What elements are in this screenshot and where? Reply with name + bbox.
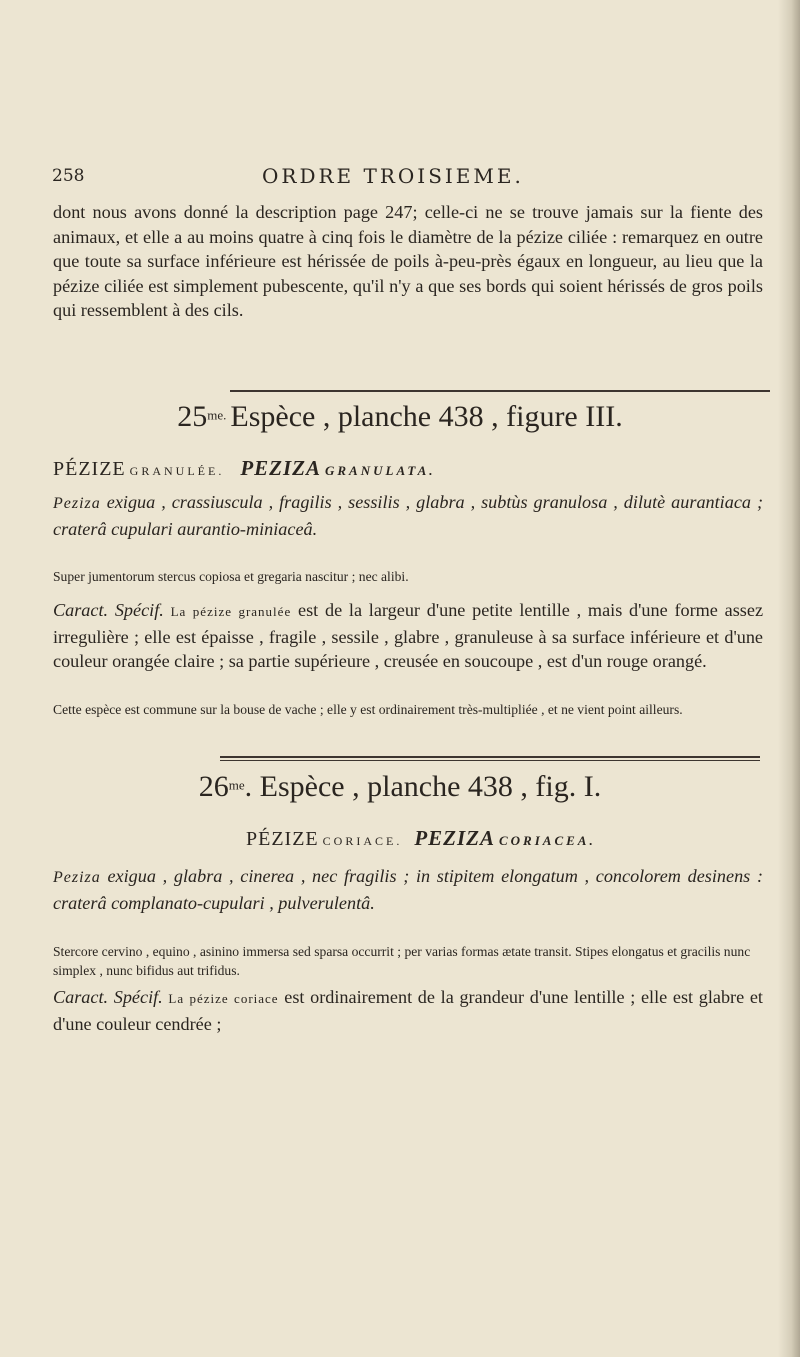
species-26-diagnosis [53,864,763,915]
caract-label: Caract. Spécif. [53,600,164,620]
running-title: ORDRE TROISIEME. [262,164,524,188]
species-plate-reference: Espèce , planche 438 , figure III. [230,400,623,433]
ordinal-suffix: me. [207,407,227,423]
diagnosis-genus: Peziza [53,495,101,512]
section-divider [230,390,770,392]
section-divider [220,756,760,758]
intro-paragraph: dont nous avons donné la description page 247; celle-ci ne se trouve jamais sur la fiente des animaux, et elle a au moins quatre à cinq fois le diamètre de la pézize ciliée : remarquez en outre que toute sa surface inférieure est hérissée de poils à-peu-près égaux en longueur, au lieu que la pézize ciliée est simplement pubescente, qu'il n'y a que ses bords qui soient hérissés de gros poils qui ressemblent à des cils. [53,202,763,321]
latin-epithet: GRANULATA. [325,463,436,478]
species-plate-reference: . Espèce , planche 438 , fig. I. [244,770,602,803]
page-header [52,166,752,196]
latin-name: PEZIZA [240,456,321,480]
species-number: 25 [177,400,208,433]
caract-species-name: La pézize coriace [168,991,279,1006]
species-25-heading [0,400,800,434]
caract-text: est ordinairement de la grandeur d'une lentille ; elle est glabre et d'une couleur cendrée ; [53,987,763,1034]
french-epithet: CORIACE. [322,834,403,848]
species-25-note: Cette espèce est commune sur la bouse de vache ; elle y est ordinairement très-multipliée , et ne vient point ailleurs. [53,702,683,717]
section-divider-thin [220,760,760,761]
french-name: PÉZIZE [53,458,126,480]
ordinal-suffix: me [228,777,245,793]
diagnosis-text: exigua , crassiuscula , fragilis , sessilis , glabra , subtùs granulosa , dilutè aurantiaca ; craterâ cupulari aurantio-miniaceâ. [53,492,764,539]
caract-label: Caract. Spécif. [53,987,163,1007]
species-26-heading [0,770,800,804]
species-25-names [53,456,773,481]
species-26-characters [53,985,763,1036]
caract-species-name: La pézize granulée [170,604,292,619]
latin-name: PEZIZA [414,826,495,850]
latin-epithet: CORIACEA. [499,833,596,848]
caract-text: est de la largeur d'une petite lentille , mais d'une forme assez irregulière ; elle est épaisse , fragile , sessile , glabre , granuleuse à sa surface inférieure et d'une couleur orangée claire ; sa partie supérieure , creusée en soucoupe , est d'un rouge orangé. [53,600,764,672]
species-number: 26 [198,770,229,803]
species-26-habitat: Stercore cervino , equino , asinino immersa sed sparsa occurrit ; per varias formas ætate transit. Stipes elongatus et gracilis nunc simplex , nunc bifidus aut trifidus. [53,944,751,978]
diagnosis-genus: Peziza [53,869,101,886]
french-epithet: GRANULÉE. [129,464,225,478]
diagnosis-text: exigua , glabra , cinerea , nec fragilis ; in stipitem elongatum , concolorem desinens : craterâ complanato-cupulari , pulverulentâ. [53,866,763,913]
page-number: 258 [52,166,85,186]
species-25-diagnosis [53,490,763,541]
species-25-habitat: Super jumentorum stercus copiosa et gregaria nascitur ; nec alibi. [53,569,409,584]
page-edge-shadow [778,0,800,1357]
french-name: PÉZIZE [246,828,319,850]
species-26-names [246,826,800,851]
species-25-characters [53,598,763,674]
